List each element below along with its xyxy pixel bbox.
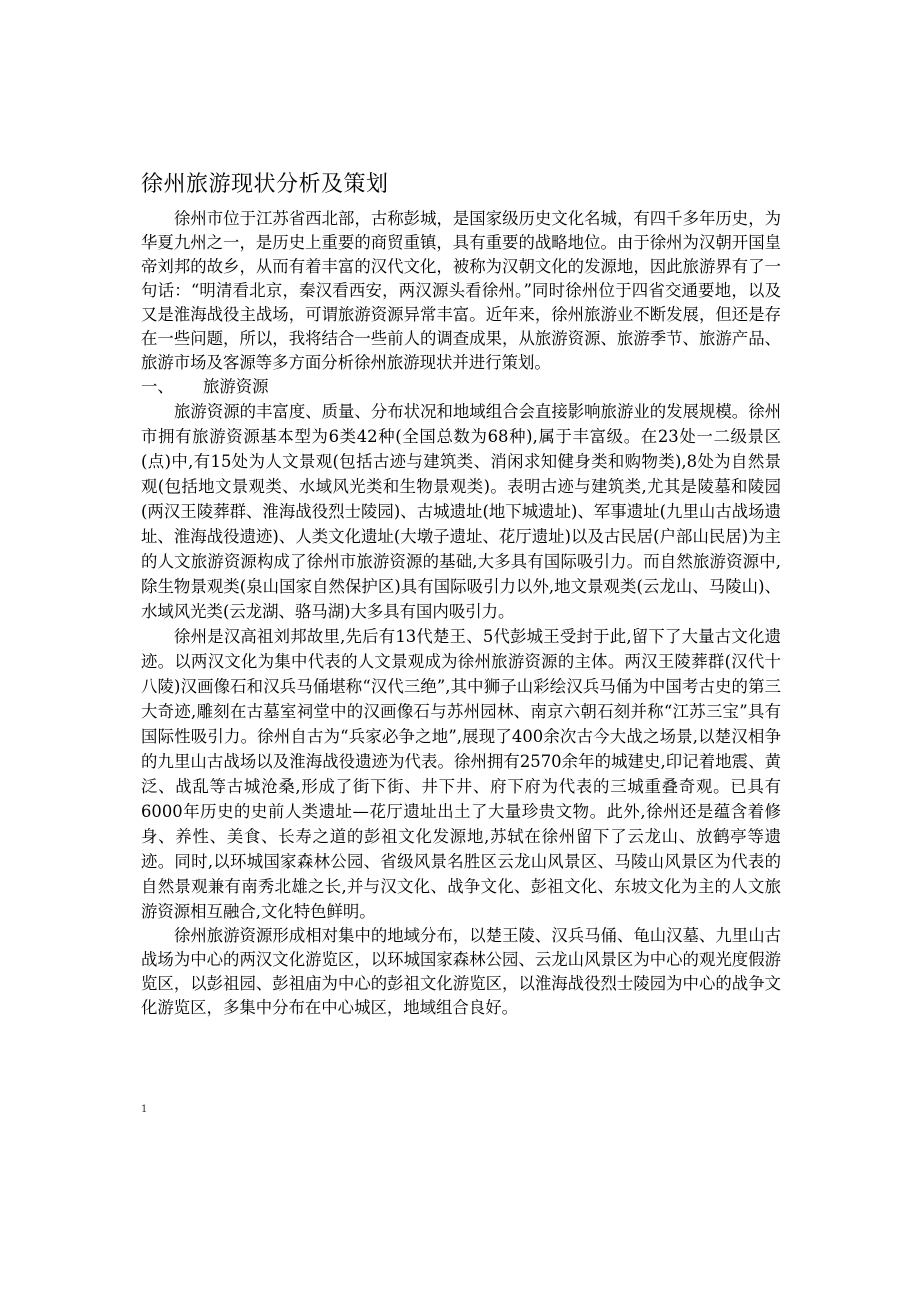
section-heading-text: 旅游资源: [203, 377, 269, 396]
resource-paragraph-3: 徐州旅游资源形成相对集中的地域分布，以楚王陵、汉兵马俑、龟山汉墓、九里山古战场为中心的两汉文化游览区，以环城国家森林公园、云龙山风景区为中心的观光度假游览区，以彭祖园、彭祖庙为中心的彭祖文化游览区，以淮海战役烈士陵园为中心的战争文化游览区，多集中分布在中心城区，地域组合良好。: [141, 926, 781, 1017]
document-body: [141, 170, 781, 1020]
section-heading: [141, 375, 781, 399]
section-number: 一、: [141, 377, 174, 396]
footnote-marker: 1: [141, 1104, 148, 1115]
document-title: 徐州旅游现状分析及策划: [141, 172, 389, 197]
intro-paragraph: 徐州市位于江苏省西北部，古称彭城，是国家级历史文化名城，有四千多年历史，为华夏九州之一，是历史上重要的商贸重镇，具有重要的战略地位。由于徐州为汉朝开国皇帝刘邦的故乡，从而有着丰富的汉代文化，被称为汉朝文化的发源地，因此旅游界有了一句话：“明清看北京，秦汉看西安，两汉源头看徐州。”同时徐州位于四省交通要地，以及又是淮海战役主战场，可谓旅游资源异常丰富。近年来，徐州旅游业不断发展，但还是存在一些问题，所以，我将结合一些前人的调查成果，从旅游资源、旅游季节、旅游产品、旅游市场及客源等多方面分析徐州旅游现状并进行策划。: [141, 209, 781, 372]
resource-paragraph-1: 旅游资源的丰富度、质量、分布状况和地域组合会直接影响旅游业的发展规模。徐州市拥有旅游资源基本型为6类42种(全国总数为68种),属于丰富级。在23处一二级景区(点)中,有15处为人文景观(包括古迹与建筑类、消闲求知健身类和购物类),8处为自然景观(包括地文景观类、水域风光类和生物景观类)。表明古迹与建筑类,尤其是陵墓和陵园(两汉王陵葬群、淮海战役烈士陵园)、古城遗址(地下城遗址)、军事遗址(九里山古战场遗址、淮海战役遗迹)、人类文化遗址(大墩子遗址、花厅遗址)以及古民居(户部山民居)为主的人文旅游资源构成了徐州市旅游资源的基础,大多具有国际吸引力。而自然旅游资源中,除生物景观类(泉山国家自然保护区)具有国际吸引力以外,地文景观类(云龙山、马陵山)、水域风光类(云龙湖、骆马湖)大多具有国内吸引力。: [141, 402, 781, 621]
resource-paragraph-2: 徐州是汉高祖刘邦故里,先后有13代楚王、5代彭城王受封于此,留下了大量古文化遗迹。以两汉文化为集中代表的人文景观成为徐州旅游资源的主体。两汉王陵葬群(汉代十八陵)汉画像石和汉兵马俑堪称“汉代三绝”,其中狮子山彩绘汉兵马俑为中国考古史的第三大奇迹,雕刻在古墓室祠堂中的汉画像石与苏州园林、南京六朝石刻并称“江苏三宝”具有国际性吸引力。徐州自古为“兵家必争之地”,展现了400余次古今大战之场景,以楚汉相争的九里山古战场以及淮海战役遗迹为代表。徐州拥有2570余年的城建史,印记着地震、黄泛、战乱等古城沧桑,形成了街下街、井下井、府下府为代表的三城重叠奇观。已具有6000年历史的史前人类遗址—花厅遗址出土了大量珍贵文物。此外,徐州还是蕴含着修身、养性、美食、长寿之道的彭祖文化发源地,苏轼在徐州留下了云龙山、放鹤亭等遗迹。同时,以环城国家森林公园、省级风景名胜区云龙山风景区、马陵山风景区为代表的自然景观兼有南秀北雄之长,并与汉文化、战争文化、彭祖文化、东坡文化为主的人文旅游资源相互融合,文化特色鲜明。: [141, 627, 781, 921]
